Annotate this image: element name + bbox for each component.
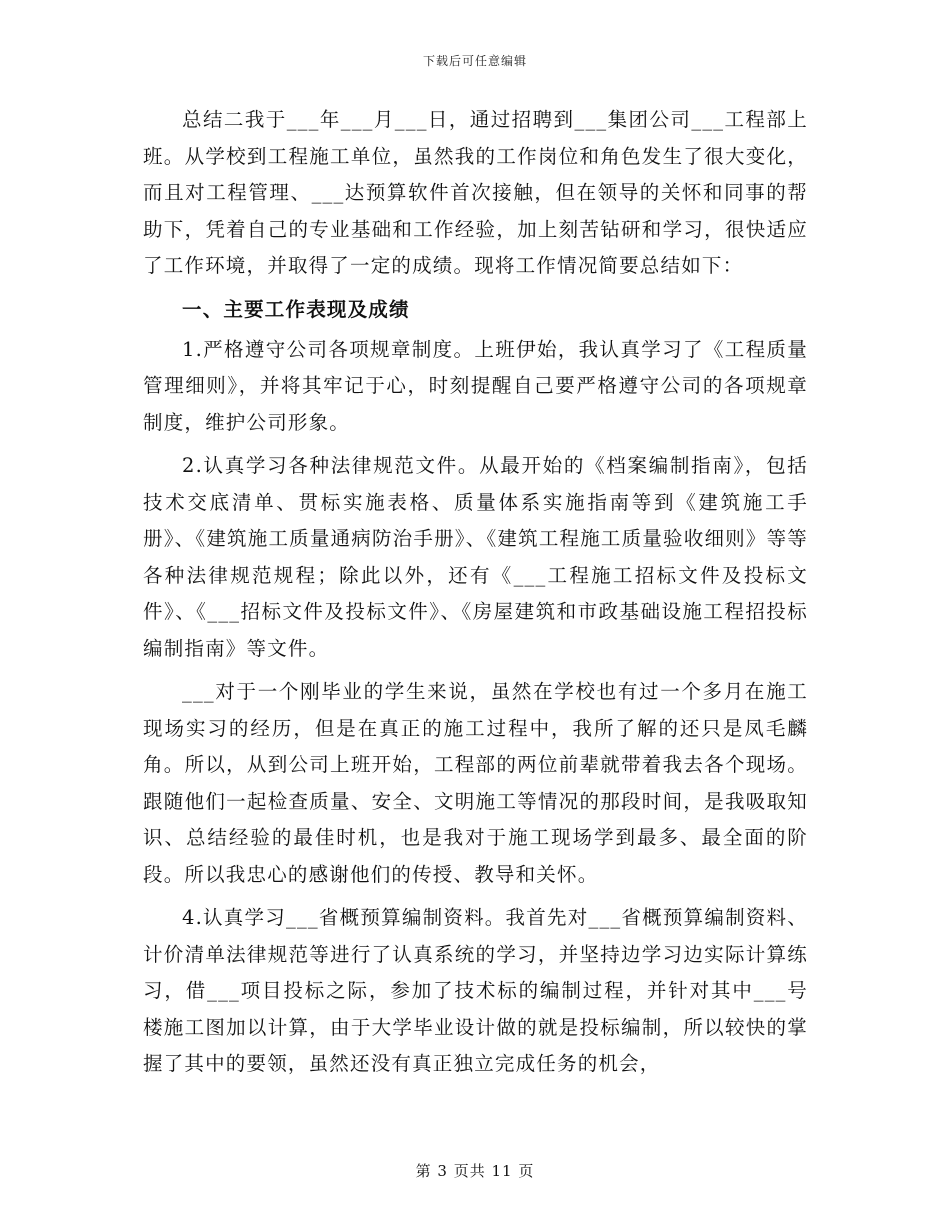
page-header: 下载后可任意编辑: [422, 54, 527, 68]
paragraph-item-4: 4.认真学习___省概预算编制资料。我首先对___省概预算编制资料、计价清单法律规范等进行了认真系统的学习，并坚持边学习边实际计算练习，借___项目投标之际，参加了技术标的编制过程，并针对其中___号楼施工图加以计算，由于大学毕业设计做的就是投标编制，所以较快的掌握了其中的要领，虽然还没有真正独立完成任务的机会，: [143, 906, 808, 1075]
paragraph-item-2: 2.认真学习各种法律规范文件。从最开始的《档案编制指南》，包括技术交底清单、贯标实施表格、质量体系实施指南等到《建筑施工手册》、《建筑施工质量通病防治手册》、《建筑工程施工质量验收细则》等等各种法律规范规程；除此以外，还有《___工程施工招标文件及投标文件》、《___招标文件及投标文件》、《房屋建筑和市政基础设施工程招投标编制指南》等文件。: [143, 454, 808, 660]
paragraph-item-1: 1.严格遵守公司各项规章制度。上班伊始，我认真学习了《工程质量管理细则》，并将其牢记于心，时刻提醒自己要严格遵守公司的各项规章制度，维护公司形象。: [143, 337, 808, 434]
paragraph-item-3: ___对于一个刚毕业的学生来说，虽然在学校也有过一个多月在施工现场实习的经历，但是在真正的施工过程中，我所了解的还只是凤毛麟角。所以，从到公司上班开始，工程部的两位前辈就带着我去各个现场。跟随他们一起检查质量、安全、文明施工等情况的那段时间，是我吸取知识、总结经验的最佳时机，也是我对于施工现场学到最多、最全面的阶段。所以我忠心的感谢他们的传授、教导和关怀。: [143, 680, 808, 886]
paragraph-summary-intro: 总结二我于___年___月___日，通过招聘到___集团公司___工程部上班。从学校到工程施工单位，虽然我的工作岗位和角色发生了很大变化，而且对工程管理、___达预算软件首次接触，但在领导的关怀和同事的帮助下，凭着自己的专业基础和工作经验，加上刻苦钻研和学习，很快适应了工作环境，并取得了一定的成绩。现将工作情况简要总结如下：: [143, 108, 808, 277]
section-heading: 一、主要工作表现及成绩: [182, 297, 410, 321]
document-body: [143, 102, 808, 1090]
page-footer: 第 3 页共 11 页: [415, 1162, 535, 1180]
